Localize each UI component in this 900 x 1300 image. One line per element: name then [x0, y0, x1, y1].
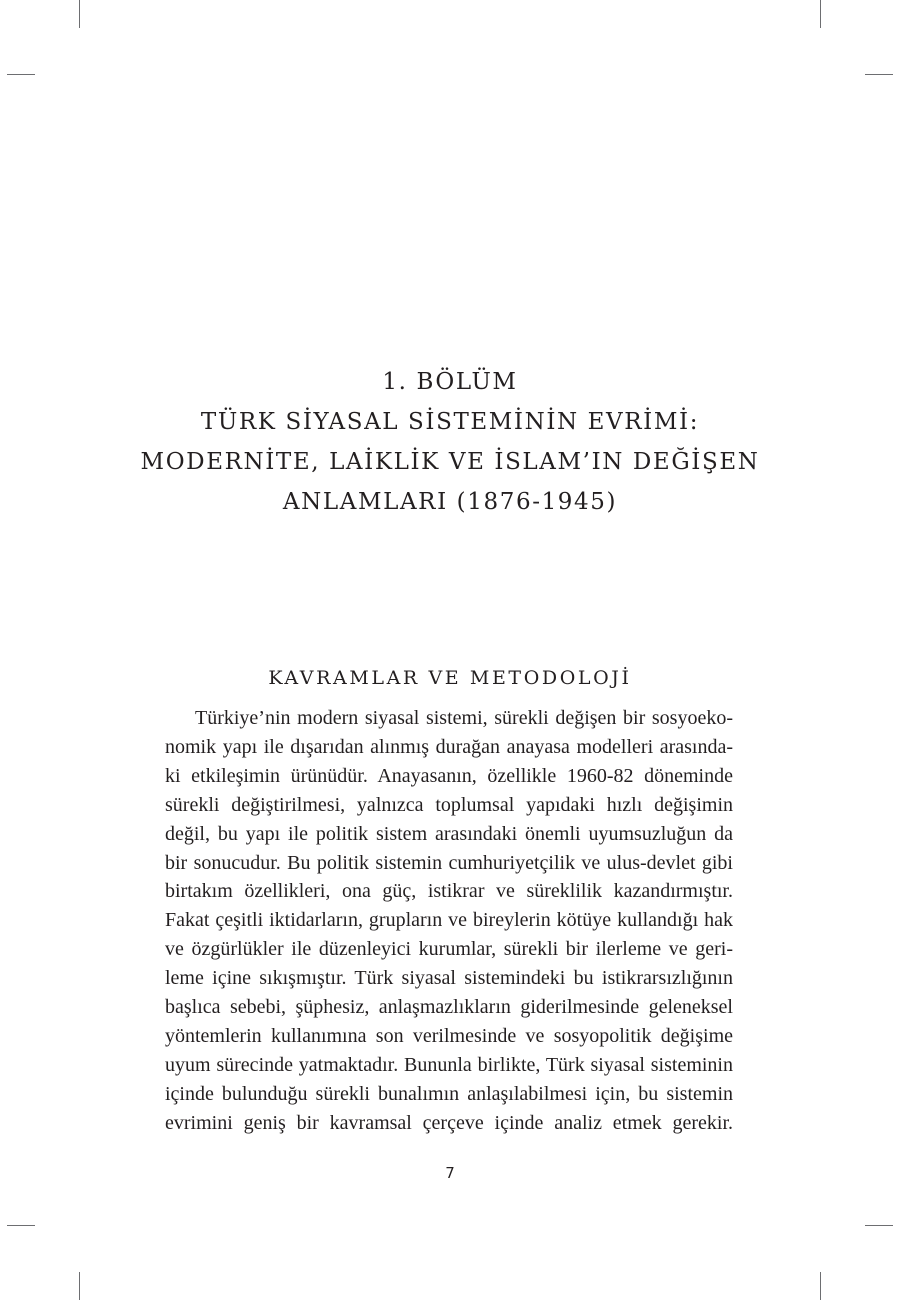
- body-line: sürekli değiştirilmesi, yalnızca toplumsal yapıdaki hızlı değişimin: [165, 793, 733, 816]
- crop-mark-bottom-right-vertical: [820, 1272, 821, 1300]
- chapter-title-line: ANLAMLARI (1876-1945): [282, 489, 618, 515]
- section-heading: KAVRAMLAR VE METODOLOJİ: [268, 667, 632, 689]
- page-number: 7: [445, 1164, 455, 1182]
- body-paragraph: [165, 704, 733, 1138]
- chapter-title: [110, 362, 790, 522]
- chapter-title-line: MODERNİTE, LAİKLİK VE İSLAM’IN DEĞİŞEN: [140, 449, 760, 475]
- body-line: içinde bulunduğu sürekli bunalımın anlaşılabilmesi için, bu sistemin: [165, 1082, 733, 1105]
- body-line: Fakat çeşitli iktidarların, grupların ve bireylerin kötüye kullandığı hak: [165, 909, 733, 932]
- crop-mark-bottom-right-horizontal: [865, 1225, 893, 1226]
- body-line: birtakım özellikleri, ona güç, istikrar ve süreklilik kazandırmıştır.: [165, 880, 733, 903]
- crop-mark-top-left-vertical: [79, 0, 80, 28]
- crop-mark-top-right-vertical: [820, 0, 821, 28]
- body-line: ve özgürlükler ile düzenleyici kurumlar, sürekli bir ilerleme ve geri-: [165, 938, 733, 961]
- crop-mark-top-right-horizontal: [865, 74, 893, 75]
- body-line: ki etkileşimin ürünüdür. Anayasanın, özellikle 1960-82 döneminde: [165, 764, 733, 787]
- body-line: değil, bu yapı ile politik sistem arasındaki önemli uyumsuzluğun da: [165, 822, 733, 845]
- body-line: yöntemlerin kullanımına son verilmesinde ve sosyopolitik değişime: [165, 1024, 733, 1047]
- crop-mark-bottom-left-horizontal: [7, 1225, 35, 1226]
- body-line: nomik yapı ile dışarıdan alınmış durağan anayasa modelleri arasında-: [165, 735, 733, 758]
- body-line: leme içine sıkışmıştır. Türk siyasal sistemindeki bu istikrarsızlığının: [165, 967, 733, 990]
- body-line: Türkiye’nin modern siyasal sistemi, sürekli değişen bir sosyoeko-: [195, 707, 733, 729]
- crop-mark-top-left-horizontal: [7, 74, 35, 75]
- body-line: uyum sürecinde yatmaktadır. Bununla birlikte, Türk siyasal sisteminin: [165, 1053, 733, 1076]
- body-line: evrimini geniş bir kavramsal çerçeve içinde analiz etmek gerekir.: [165, 1111, 733, 1134]
- crop-mark-bottom-left-vertical: [79, 1272, 80, 1300]
- body-line: başlıca sebebi, şüphesiz, anlaşmazlıkların giderilmesinde geleneksel: [165, 996, 733, 1019]
- body-line: bir sonucudur. Bu politik sistemin cumhuriyetçilik ve ulus-devlet gibi: [165, 851, 733, 874]
- chapter-label: 1. BÖLÜM: [382, 369, 518, 395]
- chapter-title-line: TÜRK SİYASAL SİSTEMİNİN EVRİMİ:: [200, 409, 700, 435]
